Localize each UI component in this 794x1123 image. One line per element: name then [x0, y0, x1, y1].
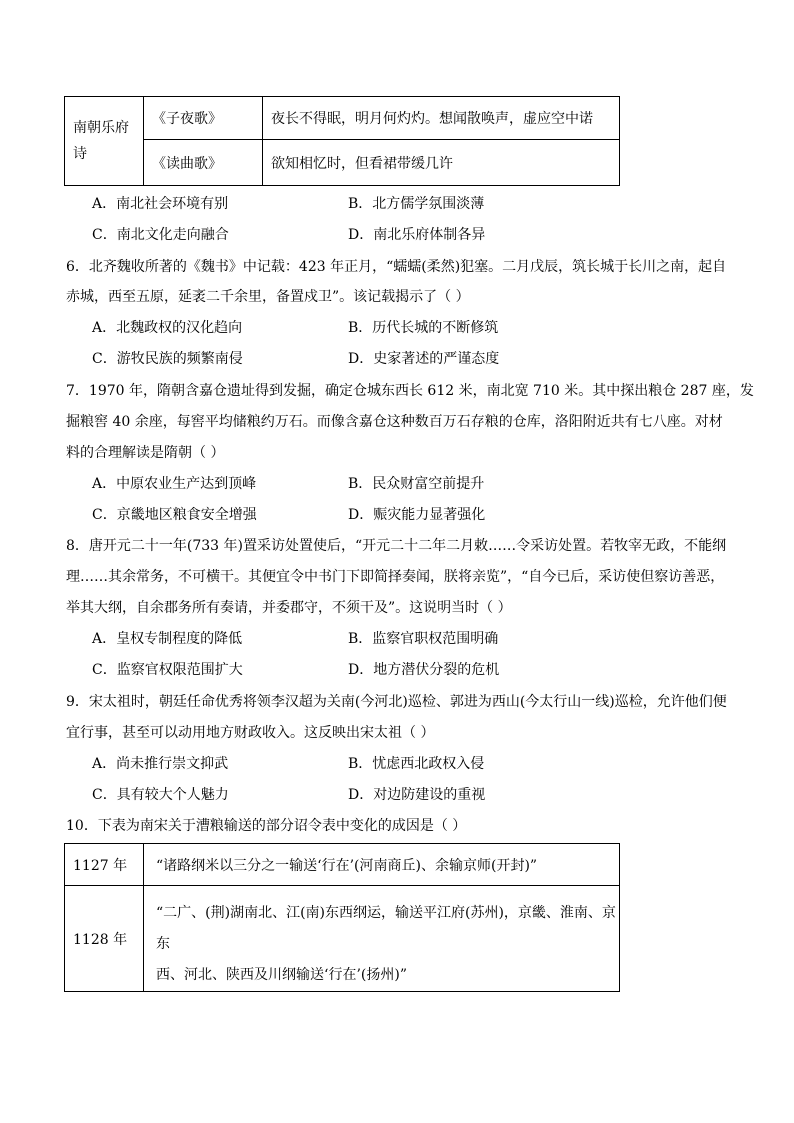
q8-stem-line: 理……其余常务，不可横干。其便宜令中书门下即简择奏闻，朕将亲览”，“自今已后，采访使但察访善恶，	[66, 569, 725, 585]
edict-cell	[144, 844, 620, 886]
category-cell	[65, 97, 144, 186]
poem-text-cell: 欲知相忆时，但看裙带缓几许	[263, 140, 620, 186]
poetry-table	[64, 96, 620, 186]
q7-option-c: C．京畿地区粮食安全增强	[92, 507, 257, 523]
poem-text-cell: 夜长不得眠，明月何灼灼。想闻散唤声，虚应空中诺	[263, 97, 620, 140]
category-line: 诗	[73, 146, 87, 162]
q9-stem-line: 9．宋太祖时，朝廷任命优秀将领李汉超为关南(今河北)巡检、郭进为西山(今太行山一线)巡检，允许他们便	[66, 694, 727, 710]
q6-stem-line: 赤城，西至五原，延袤二千余里，备置戍卫”。该记载揭示了（ ）	[66, 289, 470, 305]
q7-option-d: D．赈灾能力显著强化	[348, 507, 486, 523]
category-line: 南朝乐府	[73, 120, 129, 136]
q6-stem-line: 6．北齐魏收所著的《魏书》中记载：423 年正月，“蠕蠕(柔然)犯塞。二月戊辰，筑长城于长川之南，起自	[66, 259, 727, 275]
q9-stem-line: 宜行事，甚至可以动用地方财政收入。这反映出宋太祖（ ）	[66, 725, 435, 741]
q9-option-a: A．尚未推行崇文抑武	[92, 756, 229, 772]
q5-option-b: B．北方儒学氛围淡薄	[348, 196, 485, 212]
q8-stem-line: 举其大纲，自余郡务所有奏请，并委郡守，不须干及”。这说明当时（ ）	[66, 600, 512, 616]
q5-option-d: D．南北乐府体制各异	[348, 227, 486, 243]
q9-option-d: D．对边防建设的重视	[348, 787, 486, 803]
q8-option-d: D．地方潜伏分裂的危机	[348, 662, 500, 678]
q8-option-c: C．监察官权限范围扩大	[92, 662, 243, 678]
poem-title-cell: 《子夜歌》	[144, 97, 263, 140]
year-cell: 1128 年	[65, 886, 144, 992]
q8-stem-line: 8．唐开元二十一年(733 年)置采访处置使后，“开元二十二年二月敕……令采访处置。若牧宰无政，不能纲	[66, 538, 727, 554]
q5-option-c: C．南北文化走向融合	[92, 227, 229, 243]
q7-option-b: B．民众财富空前提升	[348, 476, 485, 492]
q9-option-b: B．忧虑西北政权入侵	[348, 756, 485, 772]
q6-option-c: C．游牧民族的频繁南侵	[92, 351, 243, 367]
q5-option-a: A．南北社会环境有别	[92, 196, 229, 212]
q10-stem: 10．下表为南宋关于漕粮输送的部分诏令表中变化的成因是（ ）	[66, 818, 467, 834]
edict-table	[64, 843, 620, 992]
year-cell: 1127 年	[65, 844, 144, 886]
poem-title-cell: 《读曲歌》	[144, 140, 263, 186]
q6-option-d: D．史家著述的严谨态度	[348, 351, 500, 367]
q6-option-a: A．北魏政权的汉化趋向	[92, 320, 243, 336]
edict-line: 西、河北、陕西及川纲输送‘行在’(扬州)”	[156, 967, 407, 983]
q7-option-a: A．中原农业生产达到顶峰	[92, 476, 257, 492]
q7-stem-line: 7．1970 年，隋朝含嘉仓遗址得到发掘，确定仓城东西长 612 米，南北宽 710 米。其中探出粮仓 287 座，发	[66, 383, 754, 399]
q7-stem-line: 掘粮窖 40 余座，每窖平均储粮约万石。而像含嘉仓这种数百万石存粮的仓库，洛阳附近共有七八座。对材	[66, 414, 723, 430]
edict-cell	[144, 886, 620, 992]
q8-option-b: B．监察官职权范围明确	[348, 631, 499, 647]
q6-option-b: B．历代长城的不断修筑	[348, 320, 499, 336]
edict-line: “诸路纲米以三分之一输送‘行在’(河南商丘)、余输京师(开封)”	[156, 857, 538, 874]
edict-line: “二广、(荆)湖南北、江(南)东西纲运，输送平江府(苏州)，京畿、淮南、京东	[156, 905, 616, 952]
q9-option-c: C．具有较大个人魅力	[92, 787, 229, 803]
q7-stem-line: 料的合理解读是隋朝（ ）	[66, 445, 225, 461]
q8-option-a: A．皇权专制程度的降低	[92, 631, 243, 647]
